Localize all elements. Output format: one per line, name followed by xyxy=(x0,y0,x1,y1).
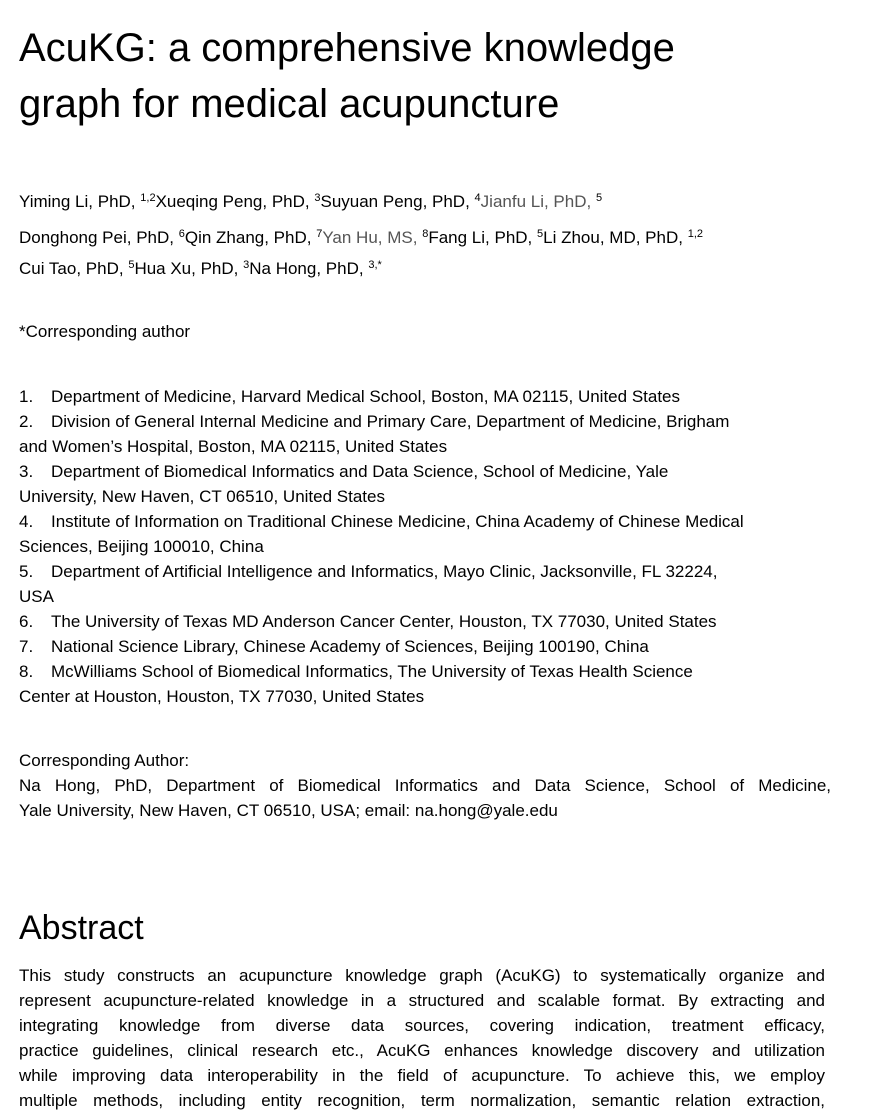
title-line-2: graph for medical acupuncture xyxy=(19,82,560,126)
affiliation-number: 2. xyxy=(19,412,34,431)
abstract-text xyxy=(19,963,825,1113)
affiliation-item xyxy=(19,409,831,459)
abstract-line: This study constructs an acupuncture knowledge graph (AcuKG) to systematically organize and xyxy=(19,966,825,985)
abstract-heading: Abstract xyxy=(19,909,144,947)
affiliation-number: 7. xyxy=(19,637,34,656)
corresponding-author-contact: Yale University, New Haven, CT 06510, USA; email: na.hong@yale.edu xyxy=(19,801,558,820)
author-name: Suyuan Peng, PhD, xyxy=(320,192,470,211)
affiliation-item xyxy=(19,459,831,509)
paper-title xyxy=(19,20,831,132)
affiliation-text: Sciences, Beijing 100010, China xyxy=(19,537,264,556)
affiliation-text: and Women’s Hospital, Boston, MA 02115, United States xyxy=(19,437,448,456)
affiliation-item xyxy=(19,509,831,559)
author-line-1 xyxy=(19,190,602,214)
author-affiliation: 3 xyxy=(243,259,250,271)
author-name: Li Zhou, MD, PhD, xyxy=(543,228,683,247)
author-name: Xueqing Peng, PhD, xyxy=(155,192,310,211)
author-affiliation: 5 xyxy=(537,228,544,240)
corresponding-author-note: *Corresponding author xyxy=(19,322,191,341)
affiliation-item xyxy=(19,609,831,634)
affiliation-number: 3. xyxy=(19,462,34,481)
abstract-line: multiple methods, including entity recognition, term normalization, semantic relation extraction, xyxy=(19,1091,825,1110)
author-name: Yan Hu, MS, xyxy=(322,228,418,247)
author-name: Yiming Li, PhD, xyxy=(19,192,136,211)
affiliation-text: University, New Haven, CT 06510, United States xyxy=(19,487,385,506)
affiliation-text: Department of Biomedical Informatics and Data Science, School of Medicine, Yale xyxy=(51,462,669,481)
author-affiliation: 6 xyxy=(178,228,185,240)
affiliation-text: USA xyxy=(19,587,54,606)
author-affiliation: 8 xyxy=(422,228,429,240)
affiliation-item xyxy=(19,559,831,609)
author-line-2 xyxy=(19,226,703,250)
affiliation-item xyxy=(19,384,831,409)
affiliation-number: 8. xyxy=(19,662,34,681)
author-name: Donghong Pei, PhD, xyxy=(19,228,174,247)
author-affiliation: 4 xyxy=(474,192,481,204)
abstract-line: represent acupuncture-related knowledge in a structured and scalable format. By extracting and xyxy=(19,991,825,1010)
abstract-line: while improving data interoperability in the field of acupuncture. To achieve this, we employ xyxy=(19,1066,825,1085)
affiliation-text: Division of General Internal Medicine and Primary Care, Department of Medicine, Brigham xyxy=(51,412,730,431)
author-affiliation: 3 xyxy=(314,192,321,204)
author-name: Jianfu Li, PhD, xyxy=(480,192,592,211)
corresponding-author-heading: Corresponding Author: xyxy=(19,751,190,770)
corresponding-author-block xyxy=(19,748,831,823)
affiliation-item xyxy=(19,634,831,659)
title-line-1: AcuKG: a comprehensive knowledge xyxy=(19,26,675,70)
affiliation-text: Center at Houston, Houston, TX 77030, United States xyxy=(19,687,425,706)
affiliation-text: McWilliams School of Biomedical Informatics, The University of Texas Health Science xyxy=(51,662,693,681)
affiliation-list xyxy=(19,384,831,709)
corresponding-author-details: Na Hong, PhD, Department of Biomedical Informatics and Data Science, School of Medicine, xyxy=(19,776,831,795)
author-affiliation: 3,* xyxy=(368,259,382,271)
author-name: Fang Li, PhD, xyxy=(428,228,533,247)
author-name: Na Hong, PhD, xyxy=(249,259,364,278)
author-line-3 xyxy=(19,257,382,281)
author-affiliation: 5 xyxy=(128,259,135,271)
author-name: Hua Xu, PhD, xyxy=(134,259,239,278)
author-name: Cui Tao, PhD, xyxy=(19,259,124,278)
affiliation-text: National Science Library, Chinese Academy of Sciences, Beijing 100190, China xyxy=(51,637,649,656)
author-affiliation: 1,2 xyxy=(140,192,156,204)
affiliation-text: Institute of Information on Traditional Chinese Medicine, China Academy of Chinese Medical xyxy=(51,512,744,531)
author-name: Qin Zhang, PhD, xyxy=(184,228,312,247)
affiliation-number: 5. xyxy=(19,562,34,581)
affiliation-text: The University of Texas MD Anderson Cancer Center, Houston, TX 77030, United States xyxy=(51,612,717,631)
author-affiliation: 7 xyxy=(316,228,323,240)
abstract-line: practice guidelines, clinical research etc., AcuKG enhances knowledge discovery and utilization xyxy=(19,1041,825,1060)
affiliation-text: Department of Medicine, Harvard Medical School, Boston, MA 02115, United States xyxy=(51,387,681,406)
affiliation-item xyxy=(19,659,831,709)
author-affiliation: 1,2 xyxy=(687,228,703,240)
affiliation-text: Department of Artificial Intelligence and Informatics, Mayo Clinic, Jacksonville, FL 32224, xyxy=(51,562,718,581)
affiliation-number: 1. xyxy=(19,387,34,406)
author-affiliation: 5 xyxy=(595,192,603,204)
affiliation-number: 6. xyxy=(19,612,34,631)
affiliation-number: 4. xyxy=(19,512,34,531)
abstract-line: integrating knowledge from diverse data sources, covering indication, treatment efficacy, xyxy=(19,1016,825,1035)
